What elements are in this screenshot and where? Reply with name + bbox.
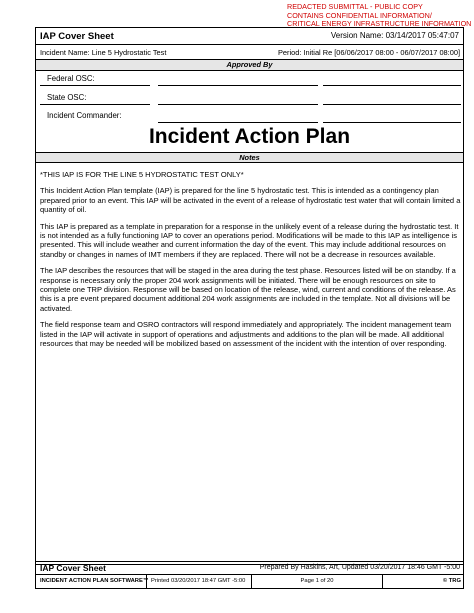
footer-bottom-row	[36, 575, 463, 589]
redaction-line: REDACTED SUBMITTAL - PUBLIC COPY	[287, 2, 423, 11]
prepared-by: Prepared By Haskins, Art, Updated 03/20/2017 18:46 GMT -5:00	[259, 564, 460, 571]
signature-line	[323, 85, 461, 86]
approved-by-header: Approved By	[36, 60, 463, 71]
incident-name: Incident Name: Line 5 Hydrostatic Test	[40, 48, 167, 57]
signature-line	[323, 122, 461, 123]
redaction-line: CRITICAL ENERGY INFRASTRUCTURE INFORMATION	[287, 19, 472, 29]
cover-sheet-frame	[35, 27, 464, 565]
operational-period: Period: Initial Re [06/06/2017 08:00 - 06/07/2017 08:00]	[277, 48, 460, 57]
state-osc-label: State OSC:	[47, 93, 87, 102]
incident-row	[36, 45, 463, 60]
notes-paragraph: *THIS IAP IS FOR THE LINE 5 HYDROSTATIC TEST ONLY*	[40, 170, 244, 179]
state-osc-row	[36, 90, 463, 108]
software-name: INCIDENT ACTION PLAN SOFTWARE™	[36, 575, 147, 589]
signature-line	[158, 104, 318, 105]
federal-osc-row	[36, 71, 463, 89]
footer	[35, 561, 464, 589]
notes-paragraph: This Incident Action Plan template (IAP) is prepared for the line 5 hydrostatic test. This is intended as a contingency plan prepared prior to an event. This IAP will be activated in the event of a release of hydrostatic test water that will contain limited a quantity of oil.	[40, 186, 461, 215]
signature-line	[158, 85, 318, 86]
incident-commander-row	[36, 108, 463, 126]
notes-body	[40, 170, 462, 356]
signature-line	[40, 104, 150, 105]
signature-line	[158, 122, 318, 123]
signature-line	[40, 85, 150, 86]
federal-osc-label: Federal OSC:	[47, 74, 95, 83]
footer-top-row	[36, 562, 463, 575]
redaction-line: CONTAINS CONFIDENTIAL INFORMATION/	[287, 10, 432, 20]
copyright: © TRG	[442, 578, 461, 584]
notes-paragraph: The field response team and OSRO contractors will respond immediately and appropriately. The incident management team listed in the IAP will activate in support of operations and adjustments and additions to the plan will be made. All additional resources that may be needed will be mobilized based on assessment of the incident with the intention of over responding.	[40, 320, 452, 349]
footer-title: IAP Cover Sheet	[40, 563, 106, 573]
document-title: Incident Action Plan	[148, 125, 351, 148]
notes-paragraph: This IAP is prepared as a template in preparation for a response in the unlikely event of a release during the hydrostatic test. It is not intended as a fully functioning IAP to cover an operations period. Modifications will be made to this IAP as intelligence is presented. This will include weather and current information the day of the event. This may include additional resources on standby or changes in names of IMT members if they are replaced. There will not be a decrease in resources available.	[40, 221, 459, 259]
title-bar	[36, 28, 463, 45]
version-name: Version Name: 03/14/2017 05:47:07	[330, 31, 459, 40]
redaction-notice	[287, 3, 471, 29]
notes-header: Notes	[36, 152, 463, 163]
incident-commander-label: Incident Commander:	[47, 111, 122, 120]
notes-paragraph: The IAP describes the resources that will be staged in the area during the test phase. Resources listed will be on standby. If a response is necessary only the proper 204 work assignments will be initiated. There will be enough resources on site to complete one TRP division. Response will be based on location of the release, wind, current and conditions of the release. As this is a pre event prepared document additional 204 work assignments are included in the template. Not all divisions will be activated.	[40, 266, 456, 313]
printed-timestamp: Printed 03/20/2017 18:47 GMT -5:00	[147, 575, 252, 589]
page-number: Page 1 of 20	[252, 575, 383, 589]
signature-line	[323, 104, 461, 105]
sheet-title: IAP Cover Sheet	[40, 31, 114, 42]
